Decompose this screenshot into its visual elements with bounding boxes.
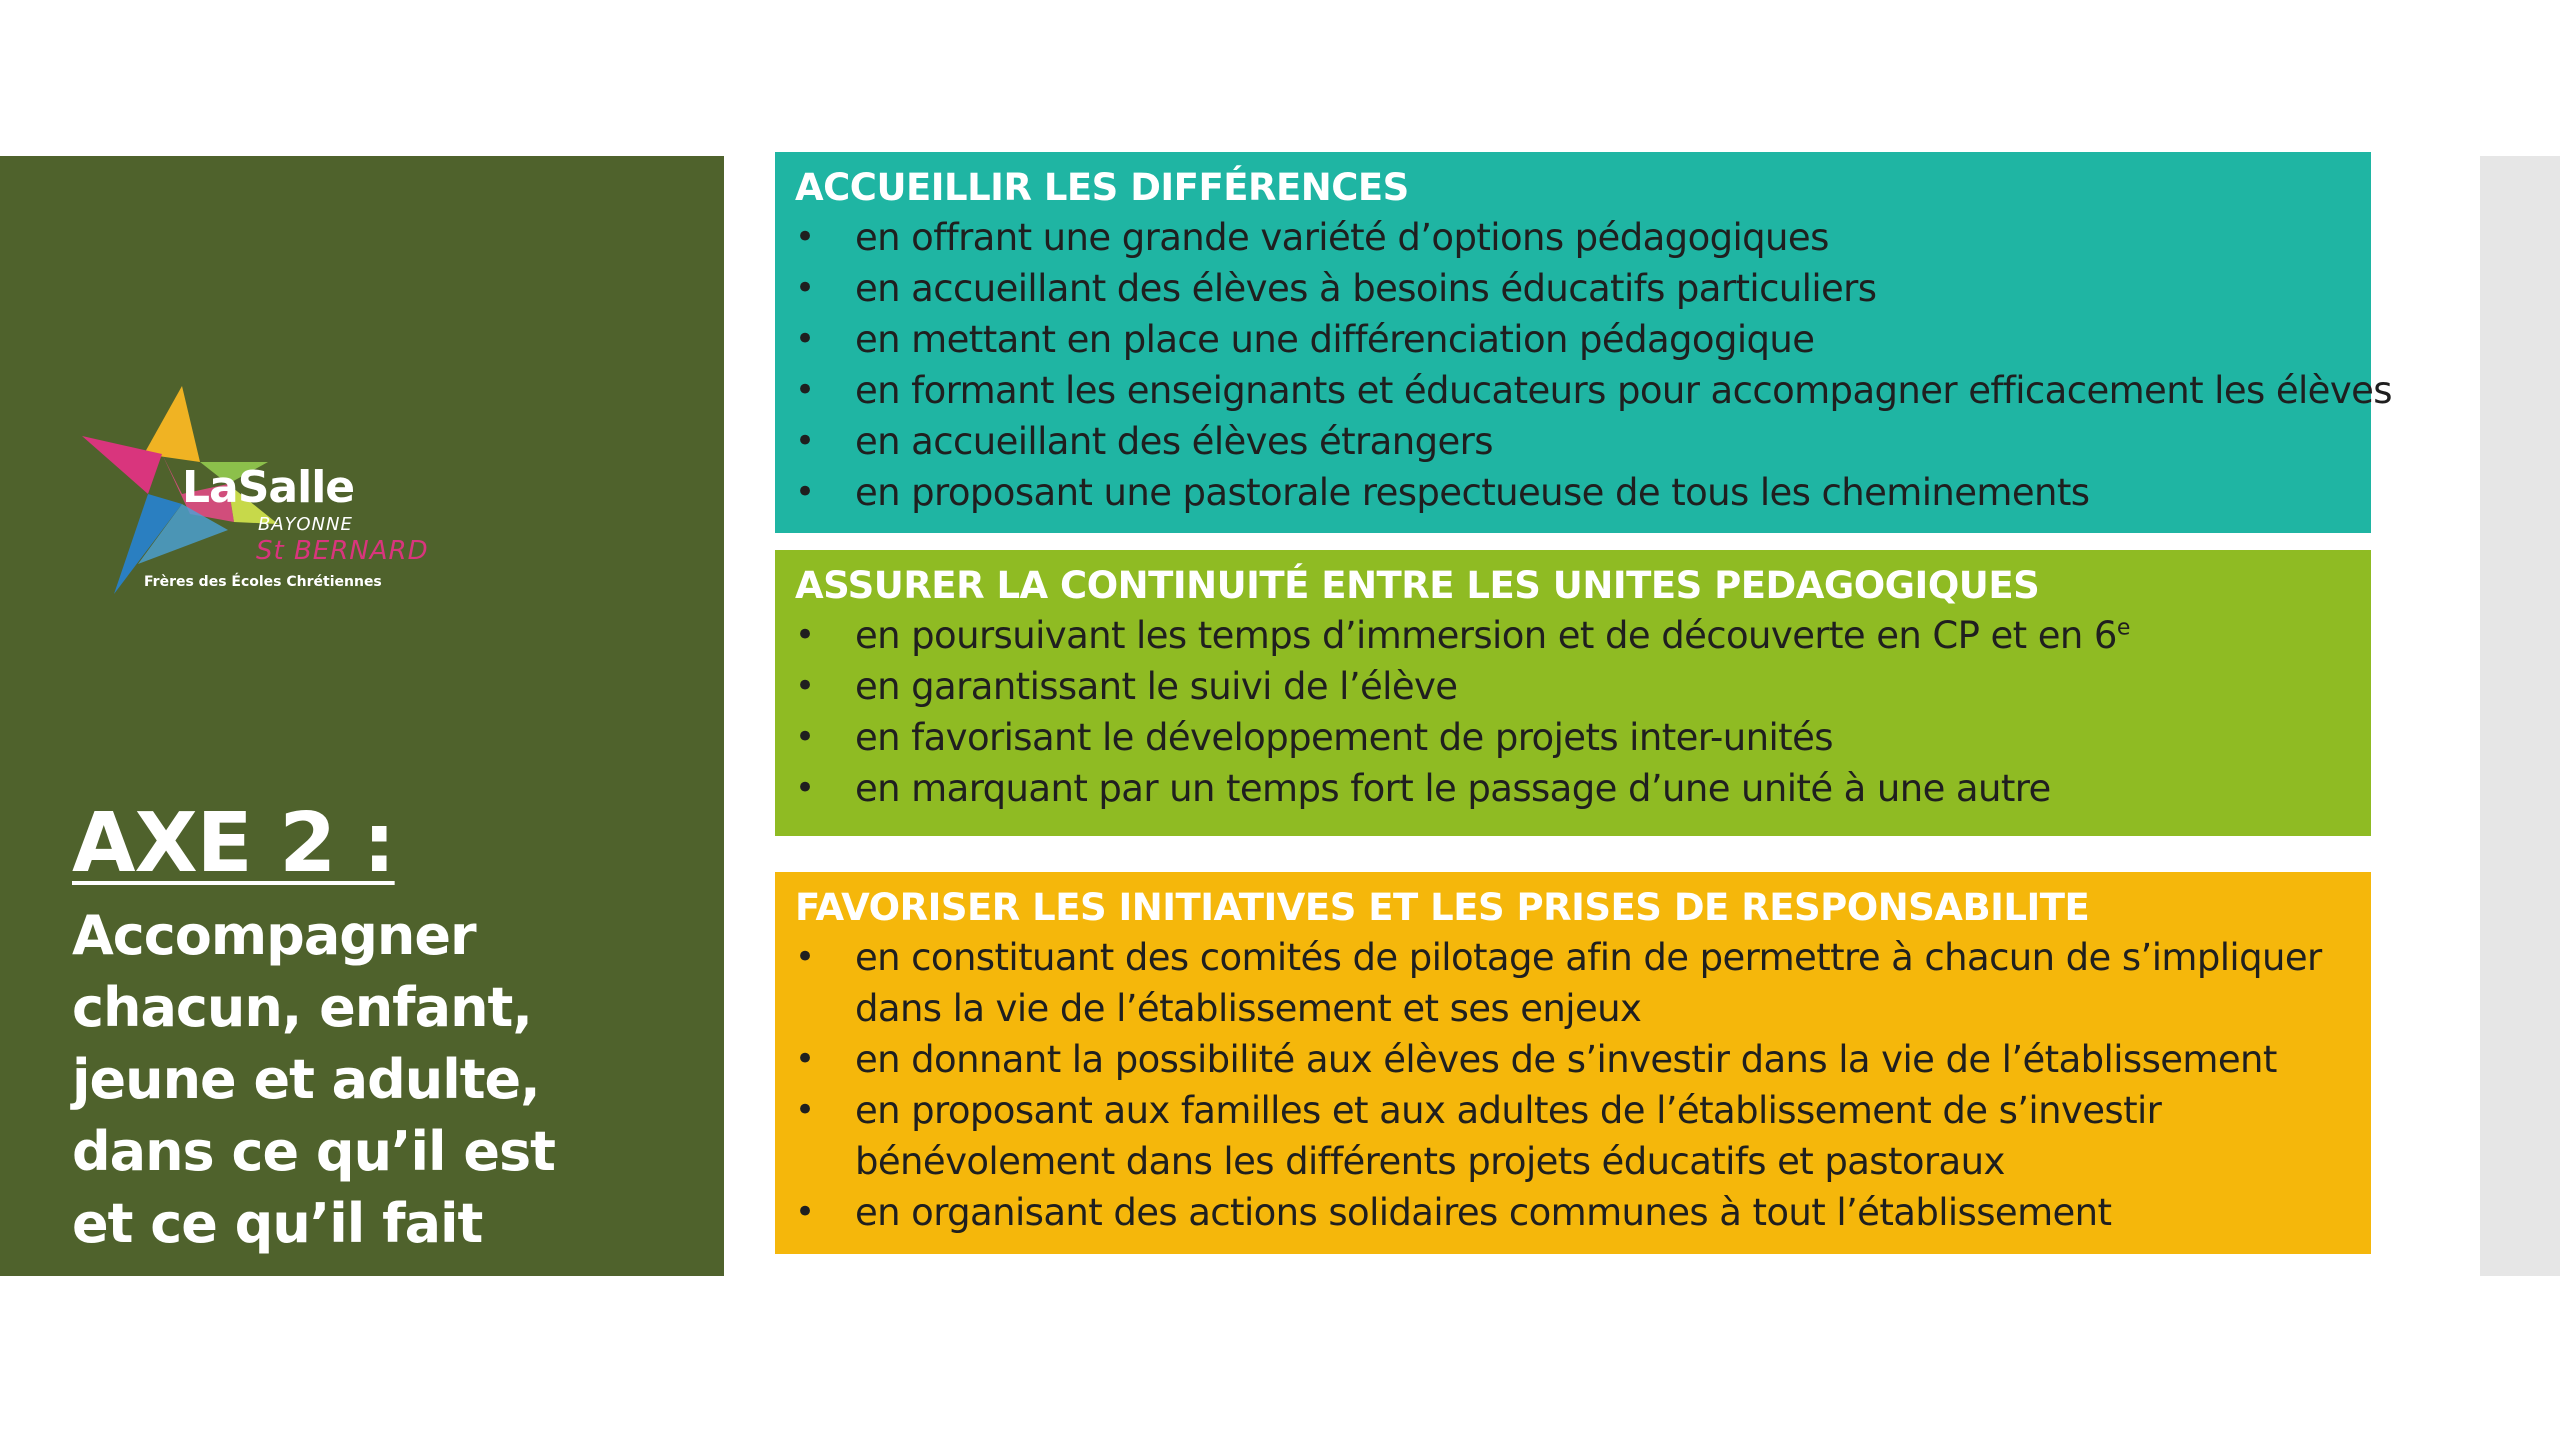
list-item: • en poursuivant les temps d’immersion et de découverte en CP et en 6e [795,610,2351,661]
section-initiatives [775,872,2371,1254]
right-strip [2480,156,2560,1276]
bullet-icon: • [795,937,815,977]
bullet-icon: • [795,615,815,655]
list-item: • en accueillant des élèves à besoins éducatifs particuliers [795,263,2351,314]
list-item: • en formant les enseignants et éducateurs pour accompagner efficacement les élèves [795,365,2351,416]
axe-subtitle [72,900,712,1260]
bullet-icon: • [795,768,815,808]
logo-school: St BERNARD [256,536,429,566]
bullet-icon: • [795,1039,815,1079]
axe-subtitle-line: Accompagner [72,904,476,967]
bullet-icon: • [795,268,815,308]
superscript: e [2116,615,2130,641]
bullet-icon: • [795,370,815,410]
bullet-list [795,212,2392,518]
bullet-icon: • [795,319,815,359]
axe-subtitle-line: chacun, enfant, [72,976,532,1039]
list-item: • en proposant une pastorale respectueuse de tous les cheminements [795,467,2351,518]
section-title: FAVORISER LES INITIATIVES ET LES PRISES DE RESPONSABILITE [795,886,2090,929]
section-title: ACCUEILLIR LES DIFFÉRENCES [795,166,1409,209]
list-item: • en garantissant le suivi de l’élève [795,661,2351,712]
list-item: • en offrant une grande variété d’options pédagogiques [795,212,2351,263]
axe-subtitle-line: dans ce qu’il est [72,1120,555,1183]
section-accueillir [775,152,2392,533]
bullet-icon: • [795,717,815,757]
list-item: • en proposant aux familles et aux adultes de l’établissement de s’investir bénévolement dans les différents projets éducatifs et pastoraux [795,1085,2351,1187]
lasalle-logo [78,384,438,604]
list-item: • en donnant la possibilité aux élèves de s’investir dans la vie de l’établissement [795,1034,2351,1085]
logo-city: BAYONNE [258,514,353,535]
section-title: ASSURER LA CONTINUITÉ ENTRE LES UNITES PEDAGOGIQUES [795,564,2040,607]
left-panel [0,156,724,1276]
bullet-list [795,610,2351,814]
bullet-icon: • [795,217,815,257]
axe-title: AXE 2 : [72,796,395,891]
list-item: • en mettant en place une différenciation pédagogique [795,314,2351,365]
logo-tagline: Frères des Écoles Chrétiennes [144,574,382,590]
list-item: • en accueillant des élèves étrangers [795,416,2351,467]
bullet-icon: • [795,1192,815,1232]
bullet-icon: • [795,1090,815,1130]
bullet-icon: • [795,421,815,461]
list-item: • en constituant des comités de pilotage afin de permettre à chacun de s’impliquer dans la vie de l’établissement et ses enjeux [795,932,2351,1034]
bullet-list [795,932,2351,1238]
axe-subtitle-line: et ce qu’il fait [72,1192,483,1255]
logo-brand: LaSalle [182,462,355,513]
list-item: • en marquant par un temps fort le passage d’une unité à une autre [795,763,2351,814]
axe-subtitle-line: jeune et adulte, [72,1048,540,1111]
section-continuite [775,550,2371,836]
list-item: • en organisant des actions solidaires communes à tout l’établissement [795,1187,2351,1238]
bullet-icon: • [795,666,815,706]
list-item: • en favorisant le développement de projets inter-unités [795,712,2351,763]
bullet-icon: • [795,472,815,512]
